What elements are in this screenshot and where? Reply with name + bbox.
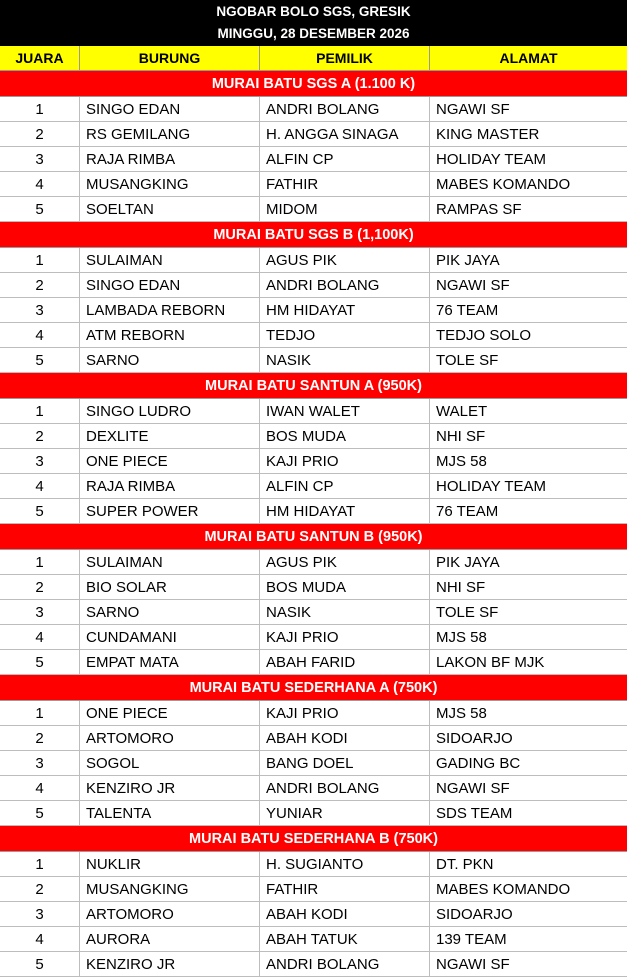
bird-cell: ONE PIECE bbox=[80, 449, 260, 473]
table-row bbox=[0, 97, 627, 122]
table-row bbox=[0, 348, 627, 373]
section-header: MURAI BATU SANTUN B (950K) bbox=[0, 524, 627, 550]
address-cell: LAKON BF MJK bbox=[436, 653, 545, 671]
bird-cell: RS GEMILANG bbox=[80, 122, 260, 146]
table-row bbox=[0, 726, 627, 751]
table-row bbox=[0, 877, 627, 902]
bird-cell: SOELTAN bbox=[80, 197, 260, 221]
table-row bbox=[0, 323, 627, 348]
table-row bbox=[0, 902, 627, 927]
table-row bbox=[0, 776, 627, 801]
rank-cell: 1 bbox=[0, 852, 80, 876]
address-cell: DT. PKN bbox=[436, 855, 494, 873]
section-header: MURAI BATU SEDERHANA A (750K) bbox=[0, 675, 627, 701]
bird-cell: ONE PIECE bbox=[80, 701, 260, 725]
address-cell: MABES KOMANDO bbox=[436, 880, 571, 898]
bird-cell: ARTOMORO bbox=[80, 726, 260, 750]
address-cell: 76 TEAM bbox=[436, 502, 499, 520]
table-row bbox=[0, 273, 627, 298]
bird-cell: SOGOL bbox=[80, 751, 260, 775]
bird-cell: SUPER POWER bbox=[80, 499, 260, 523]
address-cell: TEDJO SOLO bbox=[436, 326, 532, 344]
rank-cell: 5 bbox=[0, 650, 80, 674]
table-row bbox=[0, 650, 627, 675]
rank-cell: 4 bbox=[0, 927, 80, 951]
address-cell: SDS TEAM bbox=[436, 804, 513, 822]
bird-cell: SINGO EDAN bbox=[80, 273, 260, 297]
address-cell: TOLE SF bbox=[436, 603, 499, 621]
owner-cell: BANG DOEL bbox=[260, 751, 430, 775]
owner-cell: ANDRI BOLANG bbox=[260, 776, 430, 800]
table-row bbox=[0, 474, 627, 499]
results-sections bbox=[0, 71, 627, 977]
owner-cell: KAJI PRIO bbox=[260, 625, 430, 649]
rank-cell: 2 bbox=[0, 877, 80, 901]
address-cell: NGAWI SF bbox=[436, 779, 510, 797]
rank-cell: 3 bbox=[0, 600, 80, 624]
rank-cell: 1 bbox=[0, 97, 80, 121]
bird-cell: DEXLITE bbox=[80, 424, 260, 448]
owner-cell: HM HIDAYAT bbox=[260, 499, 430, 523]
rank-cell: 2 bbox=[0, 122, 80, 146]
rank-cell: 5 bbox=[0, 499, 80, 523]
owner-cell: ALFIN CP bbox=[260, 147, 430, 171]
rank-cell: 2 bbox=[0, 726, 80, 750]
address-cell: HOLIDAY TEAM bbox=[436, 477, 547, 495]
owner-cell: ANDRI BOLANG bbox=[260, 273, 430, 297]
bird-cell: ARTOMORO bbox=[80, 902, 260, 926]
address-cell: SIDOARJO bbox=[436, 729, 513, 747]
table-row bbox=[0, 499, 627, 524]
owner-cell: IWAN WALET bbox=[260, 399, 430, 423]
bird-cell: MUSANGKING bbox=[80, 172, 260, 196]
owner-cell: H. SUGIANTO bbox=[260, 852, 430, 876]
section-header: MURAI BATU SEDERHANA B (750K) bbox=[0, 826, 627, 852]
table-row bbox=[0, 751, 627, 776]
column-header-juara: JUARA bbox=[0, 46, 80, 70]
table-row bbox=[0, 147, 627, 172]
column-header-alamat: ALAMAT bbox=[499, 50, 558, 66]
address-cell: NGAWI SF bbox=[436, 100, 510, 118]
bird-cell: KENZIRO JR bbox=[80, 776, 260, 800]
bird-cell: NUKLIR bbox=[80, 852, 260, 876]
rank-cell: 1 bbox=[0, 248, 80, 272]
address-cell: SIDOARJO bbox=[436, 905, 513, 923]
bird-cell: SARNO bbox=[80, 348, 260, 372]
owner-cell: FATHIR bbox=[260, 172, 430, 196]
rank-cell: 2 bbox=[0, 424, 80, 448]
table-row bbox=[0, 625, 627, 650]
bird-cell: EMPAT MATA bbox=[80, 650, 260, 674]
bird-cell: CUNDAMANI bbox=[80, 625, 260, 649]
table-row bbox=[0, 701, 627, 726]
table-row bbox=[0, 927, 627, 952]
owner-cell: ALFIN CP bbox=[260, 474, 430, 498]
bird-cell: SARNO bbox=[80, 600, 260, 624]
rank-cell: 3 bbox=[0, 449, 80, 473]
table-row bbox=[0, 298, 627, 323]
owner-cell: ANDRI BOLANG bbox=[260, 97, 430, 121]
table-row bbox=[0, 801, 627, 826]
rank-cell: 4 bbox=[0, 776, 80, 800]
bird-cell: RAJA RIMBA bbox=[80, 147, 260, 171]
table-row bbox=[0, 952, 627, 977]
column-header-pemilik: PEMILIK bbox=[260, 46, 430, 70]
section-header: MURAI BATU SGS A (1.100 K) bbox=[0, 71, 627, 97]
address-cell: MABES KOMANDO bbox=[436, 175, 571, 193]
bird-cell: ATM REBORN bbox=[80, 323, 260, 347]
owner-cell: FATHIR bbox=[260, 877, 430, 901]
owner-cell: BOS MUDA bbox=[260, 575, 430, 599]
owner-cell: MIDOM bbox=[260, 197, 430, 221]
address-cell: 76 TEAM bbox=[436, 301, 499, 319]
address-cell: MJS 58 bbox=[436, 628, 487, 646]
column-header-row bbox=[0, 46, 627, 71]
table-row bbox=[0, 449, 627, 474]
address-cell: NHI SF bbox=[436, 578, 486, 596]
owner-cell: ABAH KODI bbox=[260, 726, 430, 750]
address-cell: KING MASTER bbox=[436, 125, 540, 143]
rank-cell: 1 bbox=[0, 550, 80, 574]
address-cell: 139 TEAM bbox=[436, 930, 507, 948]
table-row bbox=[0, 550, 627, 575]
address-cell: GADING BC bbox=[436, 754, 521, 772]
address-cell: NHI SF bbox=[436, 427, 486, 445]
owner-cell: YUNIAR bbox=[260, 801, 430, 825]
owner-cell: ABAH KODI bbox=[260, 902, 430, 926]
rank-cell: 2 bbox=[0, 575, 80, 599]
rank-cell: 4 bbox=[0, 625, 80, 649]
rank-cell: 1 bbox=[0, 399, 80, 423]
rank-cell: 5 bbox=[0, 348, 80, 372]
address-cell: TOLE SF bbox=[436, 351, 499, 369]
bird-cell: KENZIRO JR bbox=[80, 952, 260, 976]
address-cell: PIK JAYA bbox=[436, 251, 500, 269]
table-row bbox=[0, 600, 627, 625]
title-bar bbox=[0, 0, 627, 46]
bird-cell: SINGO LUDRO bbox=[80, 399, 260, 423]
address-cell: NGAWI SF bbox=[436, 955, 510, 973]
table-row bbox=[0, 399, 627, 424]
rank-cell: 3 bbox=[0, 902, 80, 926]
owner-cell: KAJI PRIO bbox=[260, 449, 430, 473]
bird-cell: SULAIMAN bbox=[80, 248, 260, 272]
rank-cell: 4 bbox=[0, 323, 80, 347]
owner-cell: H. ANGGA SINAGA bbox=[260, 122, 430, 146]
rank-cell: 3 bbox=[0, 751, 80, 775]
address-cell: NGAWI SF bbox=[436, 276, 510, 294]
owner-cell: NASIK bbox=[260, 600, 430, 624]
owner-cell: TEDJO bbox=[260, 323, 430, 347]
rank-cell: 4 bbox=[0, 172, 80, 196]
rank-cell: 4 bbox=[0, 474, 80, 498]
rank-cell: 2 bbox=[0, 273, 80, 297]
table-row bbox=[0, 575, 627, 600]
rank-cell: 5 bbox=[0, 801, 80, 825]
table-row bbox=[0, 197, 627, 222]
table-row bbox=[0, 172, 627, 197]
owner-cell: AGUS PIK bbox=[260, 248, 430, 272]
table-row bbox=[0, 122, 627, 147]
rank-cell: 3 bbox=[0, 147, 80, 171]
table-row bbox=[0, 852, 627, 877]
column-header-burung: BURUNG bbox=[80, 46, 260, 70]
owner-cell: NASIK bbox=[260, 348, 430, 372]
table-row bbox=[0, 248, 627, 273]
bird-cell: BIO SOLAR bbox=[80, 575, 260, 599]
bird-cell: RAJA RIMBA bbox=[80, 474, 260, 498]
section-header: MURAI BATU SANTUN A (950K) bbox=[0, 373, 627, 399]
address-cell: RAMPAS SF bbox=[436, 200, 522, 218]
owner-cell: HM HIDAYAT bbox=[260, 298, 430, 322]
rank-cell: 3 bbox=[0, 298, 80, 322]
owner-cell: ANDRI BOLANG bbox=[260, 952, 430, 976]
table-row bbox=[0, 424, 627, 449]
event-title: NGOBAR BOLO SGS, GRESIK bbox=[216, 4, 411, 19]
rank-cell: 5 bbox=[0, 197, 80, 221]
owner-cell: KAJI PRIO bbox=[260, 701, 430, 725]
address-cell: HOLIDAY TEAM bbox=[436, 150, 547, 168]
address-cell: MJS 58 bbox=[436, 704, 487, 722]
address-cell: WALET bbox=[436, 402, 488, 420]
bird-cell: SULAIMAN bbox=[80, 550, 260, 574]
bird-cell: AURORA bbox=[80, 927, 260, 951]
bird-cell: MUSANGKING bbox=[80, 877, 260, 901]
owner-cell: ABAH TATUK bbox=[260, 927, 430, 951]
rank-cell: 5 bbox=[0, 952, 80, 976]
rank-cell: 1 bbox=[0, 701, 80, 725]
address-cell: MJS 58 bbox=[436, 452, 487, 470]
owner-cell: BOS MUDA bbox=[260, 424, 430, 448]
address-cell: PIK JAYA bbox=[436, 553, 500, 571]
event-date: MINGGU, 28 DESEMBER 2026 bbox=[217, 26, 410, 41]
bird-cell: TALENTA bbox=[80, 801, 260, 825]
bird-cell: SINGO EDAN bbox=[80, 97, 260, 121]
owner-cell: AGUS PIK bbox=[260, 550, 430, 574]
section-header: MURAI BATU SGS B (1,100K) bbox=[0, 222, 627, 248]
bird-cell: LAMBADA REBORN bbox=[80, 298, 260, 322]
owner-cell: ABAH FARID bbox=[260, 650, 430, 674]
